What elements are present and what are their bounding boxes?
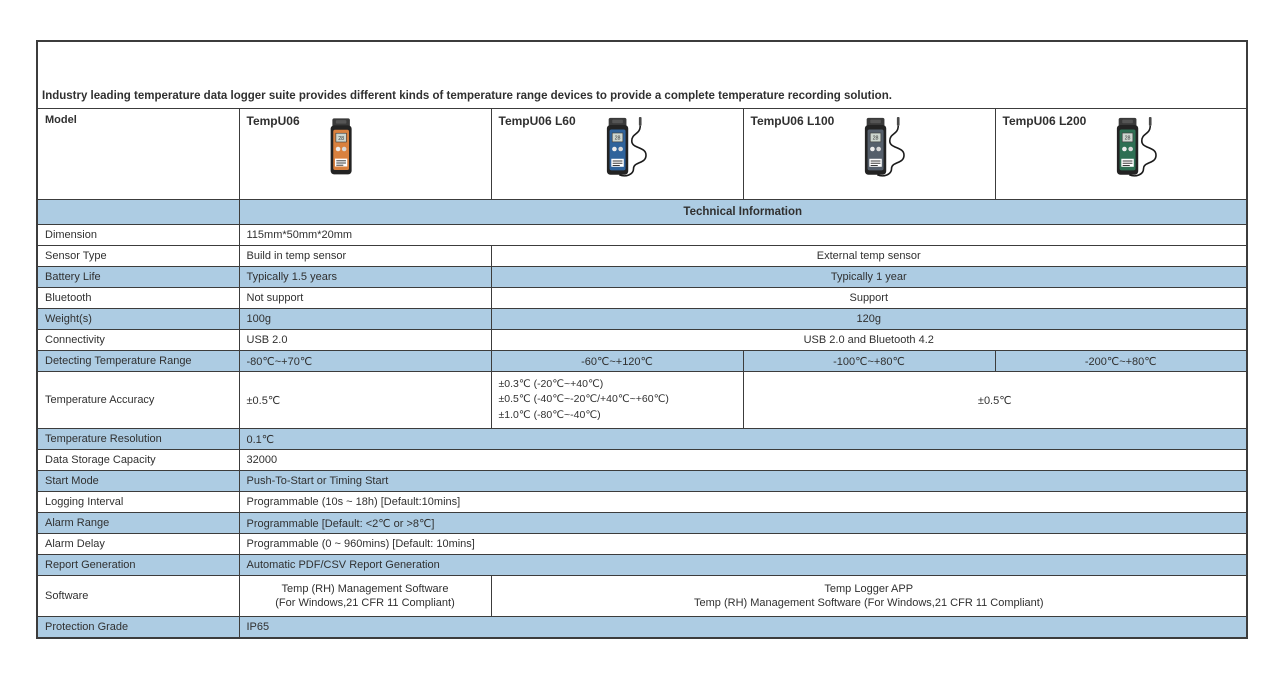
model-cell-tempu06-l60 xyxy=(491,109,743,200)
model-cell-tempu06-l200 xyxy=(995,109,1247,200)
model-cell-tempu06-l100 xyxy=(743,109,995,200)
svg-text:28: 28 xyxy=(1124,135,1131,142)
banner-text: Industry leading temperature data logger suite provides different kinds of temperature range devices to provide a complete temperature recording solution. xyxy=(37,41,1247,109)
row-protection-grade-label: Protection Grade xyxy=(37,617,239,639)
battery-life-others: Typically 1 year xyxy=(491,267,1247,288)
row-report-generation-label: Report Generation xyxy=(37,555,239,576)
row-weight-label: Weight(s) xyxy=(37,309,239,330)
row-accuracy-label: Temperature Accuracy xyxy=(37,372,239,429)
model-name-tempu06-l200: TempU06 L200 xyxy=(1002,114,1087,128)
resolution-value: 0.1℃ xyxy=(239,429,1247,450)
sensor-type-others: External temp sensor xyxy=(491,246,1247,267)
storage-value: 32000 xyxy=(239,450,1247,471)
model-cell-tempu06 xyxy=(239,109,491,200)
logging-interval-value: Programmable (10s ~ 18h) [Default:10mins] xyxy=(239,492,1247,513)
detecting-range-u06: -80℃~+70℃ xyxy=(239,351,491,372)
model-name-tempu06-l60: TempU06 L60 xyxy=(498,114,576,128)
accuracy-l60-line1: ±0.3℃ (-20℃~+40℃) xyxy=(498,378,604,391)
tempu06-device-image xyxy=(314,114,370,184)
row-sensor-type-label: Sensor Type xyxy=(37,246,239,267)
tempu06-l100-device-image xyxy=(848,114,912,184)
accuracy-u06: ±0.5℃ xyxy=(239,372,491,429)
software-u06 xyxy=(239,576,491,617)
row-bluetooth-label: Bluetooth xyxy=(37,288,239,309)
accuracy-l60-line2: ±0.5℃ (-40℃~-20℃/+40℃~+60℃) xyxy=(498,393,669,406)
protection-grade-value: IP65 xyxy=(239,617,1247,639)
detecting-range-l60: -60℃~+120℃ xyxy=(491,351,743,372)
row-storage-label: Data Storage Capacity xyxy=(37,450,239,471)
start-mode-value: Push-To-Start or Timing Start xyxy=(239,471,1247,492)
bluetooth-u06: Not support xyxy=(239,288,491,309)
technical-information-title: Technical Information xyxy=(239,200,1247,225)
report-generation-value: Automatic PDF/CSV Report Generation xyxy=(239,555,1247,576)
tempu06-l60-device-image xyxy=(590,114,654,184)
row-protection-grade xyxy=(37,617,1247,639)
row-start-mode-label: Start Mode xyxy=(37,471,239,492)
row-accuracy xyxy=(37,372,1247,429)
row-alarm-delay-label: Alarm Delay xyxy=(37,534,239,555)
row-report-generation xyxy=(37,555,1247,576)
row-alarm-range-label: Alarm Range xyxy=(37,513,239,534)
row-storage xyxy=(37,450,1247,471)
model-row-label: Model xyxy=(37,109,239,200)
row-software xyxy=(37,576,1247,617)
row-detecting-range-label: Detecting Temperature Range xyxy=(37,351,239,372)
weight-u06: 100g xyxy=(239,309,491,330)
alarm-range-value: Programmable [Default: <2℃ or >8℃] xyxy=(239,513,1247,534)
bluetooth-others: Support xyxy=(491,288,1247,309)
row-resolution-label: Temperature Resolution xyxy=(37,429,239,450)
software-others-line2: Temp (RH) Management Software (For Windows,21 CFR 11 Compliant) xyxy=(694,597,1044,609)
software-u06-line1: Temp (RH) Management Software xyxy=(281,582,449,595)
row-software-label: Software xyxy=(37,576,239,617)
model-name-tempu06: TempU06 xyxy=(246,114,300,128)
row-logging-interval-label: Logging Interval xyxy=(37,492,239,513)
model-name-tempu06-l100: TempU06 L100 xyxy=(750,114,835,128)
battery-life-u06: Typically 1.5 years xyxy=(239,267,491,288)
row-alarm-range xyxy=(37,513,1247,534)
svg-text:28: 28 xyxy=(337,135,344,142)
banner-row xyxy=(37,41,1247,109)
sensor-type-u06: Build in temp sensor xyxy=(239,246,491,267)
row-detecting-range xyxy=(37,351,1247,372)
connectivity-u06: USB 2.0 xyxy=(239,330,491,351)
technical-information-spacer xyxy=(37,200,239,225)
row-dimension-label: Dimension xyxy=(37,225,239,246)
weight-others: 120g xyxy=(491,309,1247,330)
svg-text:28: 28 xyxy=(872,135,879,142)
accuracy-l60-line3: ±1.0℃ (-80℃~-40℃) xyxy=(498,408,601,421)
row-sensor-type xyxy=(37,246,1247,267)
row-logging-interval xyxy=(37,492,1247,513)
row-battery-life-label: Battery Life xyxy=(37,267,239,288)
detecting-range-l200: -200℃~+80℃ xyxy=(995,351,1247,372)
row-connectivity xyxy=(37,330,1247,351)
row-start-mode xyxy=(37,471,1247,492)
accuracy-l60 xyxy=(491,372,743,429)
connectivity-others: USB 2.0 and Bluetooth 4.2 xyxy=(491,330,1247,351)
row-dimension-value: 115mm*50mm*20mm xyxy=(239,225,1247,246)
svg-text:28: 28 xyxy=(614,135,621,142)
technical-information-row xyxy=(37,200,1247,225)
software-others-line1: Temp Logger APP xyxy=(824,582,914,595)
tempu06-l200-device-image xyxy=(1100,114,1164,184)
accuracy-l100-l200: ±0.5℃ xyxy=(743,372,1247,429)
model-row xyxy=(37,109,1247,200)
row-connectivity-label: Connectivity xyxy=(37,330,239,351)
row-alarm-delay xyxy=(37,534,1247,555)
row-dimension xyxy=(37,225,1247,246)
row-weight xyxy=(37,309,1247,330)
detecting-range-l100: -100℃~+80℃ xyxy=(743,351,995,372)
row-battery-life xyxy=(37,267,1247,288)
spec-comparison-table xyxy=(36,40,1248,639)
alarm-delay-value: Programmable (0 ~ 960mins) [Default: 10mins] xyxy=(239,534,1247,555)
row-bluetooth xyxy=(37,288,1247,309)
software-others xyxy=(491,576,1247,617)
software-u06-line2: (For Windows,21 CFR 11 Compliant) xyxy=(275,597,455,609)
row-resolution xyxy=(37,429,1247,450)
